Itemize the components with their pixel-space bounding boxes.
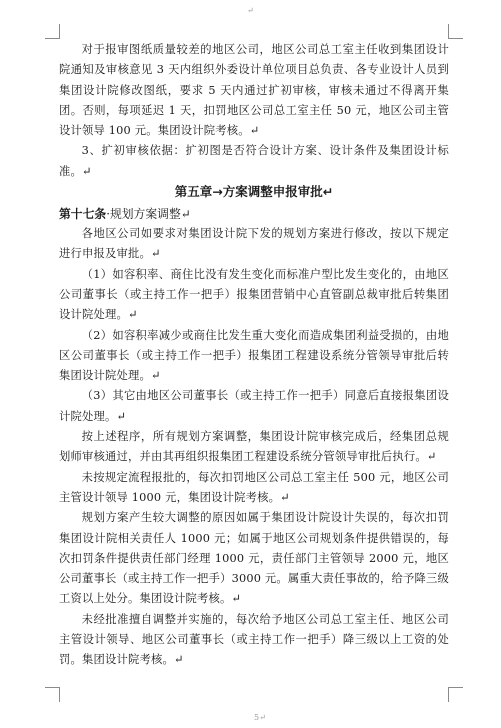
article-title: ·规划方案调整↵ [106,207,191,222]
margin-corner-bottom-right [448,687,463,702]
paragraph: 对于报审图纸质量较差的地区公司，地区公司总工室主任收到集团设计院通知及审核意见 3 天内组织外委设计单位项目总负责、各专业设计人员到集团设计院修改图纸，要求 5 天内通过扩初审核，审核未通过不得离开集团。否则，每项延迟 1 天，扣罚地区公司总工室主任 50 元，地区公司主管设计领导 100 元。集团设计院考核。↵ [59,43,449,138]
paragraph: （3）其它由地区公司董事长（或主持工作一把手）同意后直接报集团设计院处理。↵ [59,389,449,423]
paragraph: 未经批准擅自调整并实施的，每次给予地区公司总工室主任、地区公司主管设计领导、地区公司董事长（或主持工作一把手）降三级以上工资的处罚。集团设计院考核。↵ [59,612,449,667]
paragraph: 3、扩初审核依据：扩初图是否符合设计方案、设计条件及集团设计标准。↵ [59,144,449,178]
paragraph: 按上述程序，所有规划方案调整，集团设计院审核完成后，经集团总规划师审核通过，并由其再组织报集团工程建设系统分管领导审批后执行。↵ [59,430,449,464]
page-top-paragraph-mark: ↵ [247,6,254,15]
page-number: 5↵ [254,713,266,722]
document-body [59,40,449,671]
article-heading [59,204,449,224]
paragraph: 未按规定流程报批的，每次扣罚地区公司总工室主任 500 元，地区公司主管设计领导 1000 元，集团设计院考核。↵ [59,470,449,504]
margin-corner-top-right [448,24,463,39]
article-label: 第十七条 [59,207,107,222]
margin-corner-top-left [45,24,60,39]
paragraph: （1）如容积率、商住比没有发生变化而标准户型比发生变化的，由地区公司董事长（或主持工作一把手）报集团营销中心直管副总裁审批后转集团设计院处理。↵ [59,267,449,322]
margin-corner-bottom-left [45,687,60,702]
paragraph: 各地区公司如要求对集团设计院下发的规划方案进行修改，按以下规定进行申报及审批。↵ [59,227,449,261]
paragraph: （2）如容积率减少或商住比发生重大变化而造成集团利益受损的，由地区公司董事长（或主持工作一把手）报集团工程建设系统分管领导审批后转集团设计院处理。↵ [59,328,449,383]
paragraph: 规划方案产生较大调整的原因如属于集团设计院设计失误的，每次扣罚集团设计院相关责任人 1000 元；如属于地区公司规划条件提供错误的，每次扣罚条件提供责任部门经理 1000 元，责任部门主管领导 2000 元，地区公司董事长（或主持工作一把手）3000 元。属重大责任事故的，给予降三级工资以上处分。集团设计院考核。↵ [59,511,449,606]
chapter-heading: 第五章→方案调整申报审批↵ [174,184,334,200]
